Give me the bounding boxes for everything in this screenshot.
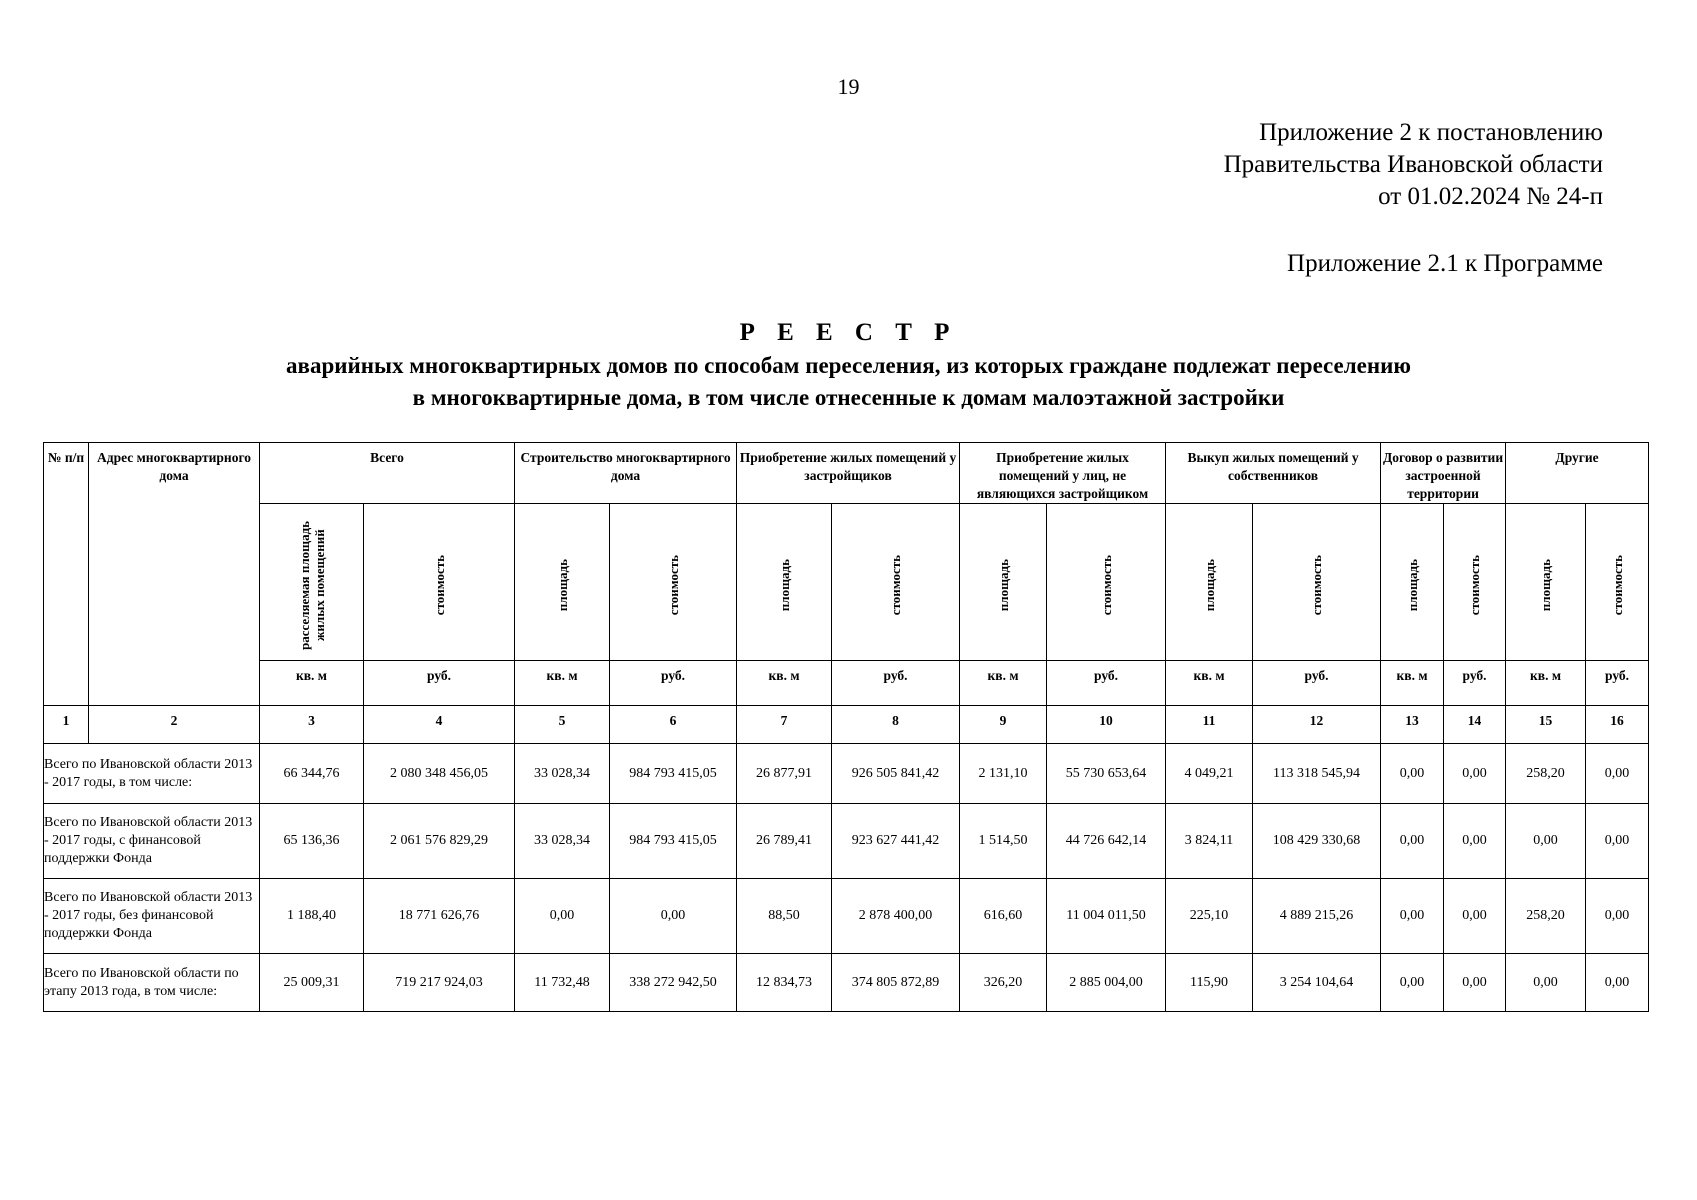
header-sub-label: стоимость <box>888 554 904 616</box>
column-number: 16 <box>1586 706 1649 744</box>
column-number: 13 <box>1381 706 1444 744</box>
document-subtitle-line: аварийных многоквартирных домов по способам переселения, из которых граждане подлежат переселению <box>286 353 1411 378</box>
header-unit: руб. <box>832 661 960 706</box>
row-label: Всего по Ивановской области 2013 - 2017 годы, в том числе: <box>44 744 260 804</box>
appendix-line: Правительства Ивановской области <box>1223 151 1603 178</box>
header-group-development-agreement: Договор о развитии застроенной территории <box>1381 443 1506 504</box>
header-sub-label: площадь <box>554 558 570 612</box>
table-cell: 0,00 <box>610 879 737 954</box>
table-cell: 0,00 <box>1586 804 1649 879</box>
header-sub <box>1381 504 1444 661</box>
appendix-reference <box>1224 117 1603 213</box>
header-sub-label: стоимость <box>665 554 681 616</box>
header-unit: кв. м <box>515 661 610 706</box>
table-cell: 0,00 <box>1444 954 1506 1012</box>
table-cell: 0,00 <box>1586 879 1649 954</box>
table-cell: 0,00 <box>1586 744 1649 804</box>
table-row <box>44 954 1649 1012</box>
header-group-purchase-developers: Приобретение жилых помещений у застройщиков <box>737 443 960 504</box>
document-subtitle-line: в многоквартирные дома, в том числе отнесенные к домам малоэтажной застройки <box>412 385 1285 410</box>
column-number: 7 <box>737 706 832 744</box>
column-number: 15 <box>1506 706 1586 744</box>
table-cell: 65 136,36 <box>260 804 364 879</box>
column-number: 14 <box>1444 706 1506 744</box>
header-unit: кв. м <box>1381 661 1444 706</box>
table-cell: 26 789,41 <box>737 804 832 879</box>
table-cell: 326,20 <box>960 954 1047 1012</box>
header-sub <box>1253 504 1381 661</box>
table-cell: 258,20 <box>1506 879 1586 954</box>
header-group-construction: Строительство многоквартирного дома <box>515 443 737 504</box>
row-label: Всего по Ивановской области 2013 - 2017 годы, с финансовой поддержки Фонда <box>44 804 260 879</box>
table-cell: 3 824,11 <box>1166 804 1253 879</box>
table-cell: 115,90 <box>1166 954 1253 1012</box>
header-unit: руб. <box>1586 661 1649 706</box>
header-unit: кв. м <box>960 661 1047 706</box>
header-sub <box>1444 504 1506 661</box>
table-cell: 0,00 <box>1506 954 1586 1012</box>
header-sub-label: стоимость <box>431 554 447 616</box>
header-unit: руб. <box>1444 661 1506 706</box>
column-number: 5 <box>515 706 610 744</box>
header-sub <box>364 504 515 661</box>
table-cell: 3 254 104,64 <box>1253 954 1381 1012</box>
table-cell: 66 344,76 <box>260 744 364 804</box>
table-cell: 0,00 <box>515 879 610 954</box>
page-number: 19 <box>837 74 860 99</box>
header-sub <box>610 504 737 661</box>
table-cell: 44 726 642,14 <box>1047 804 1166 879</box>
header-unit: кв. м <box>260 661 364 706</box>
table-cell: 338 272 942,50 <box>610 954 737 1012</box>
table-cell: 1 188,40 <box>260 879 364 954</box>
header-unit: руб. <box>610 661 737 706</box>
registry-table <box>43 442 1649 1012</box>
header-sub-label: площадь <box>1538 558 1554 612</box>
header-unit: кв. м <box>1166 661 1253 706</box>
header-sub <box>1047 504 1166 661</box>
header-row-units <box>44 661 1649 706</box>
header-sub-label: расселяемая площадь жилых помещений <box>296 520 327 650</box>
table-cell: 113 318 545,94 <box>1253 744 1381 804</box>
table-cell: 0,00 <box>1381 954 1444 1012</box>
header-sub <box>1506 504 1586 661</box>
table-cell: 374 805 872,89 <box>832 954 960 1012</box>
header-row-column-numbers <box>44 706 1649 744</box>
header-group-total: Всего <box>260 443 515 504</box>
column-number: 4 <box>364 706 515 744</box>
header-sub-label: площадь <box>776 558 792 612</box>
table-cell: 0,00 <box>1381 744 1444 804</box>
table-cell: 0,00 <box>1381 879 1444 954</box>
row-label: Всего по Ивановской области 2013 - 2017 годы, без финансовой поддержки Фонда <box>44 879 260 954</box>
table-row <box>44 879 1649 954</box>
table-cell: 0,00 <box>1444 879 1506 954</box>
table-cell: 923 627 441,42 <box>832 804 960 879</box>
table-cell: 719 217 924,03 <box>364 954 515 1012</box>
table-cell: 0,00 <box>1444 804 1506 879</box>
table-cell: 12 834,73 <box>737 954 832 1012</box>
table-cell: 88,50 <box>737 879 832 954</box>
table-cell: 616,60 <box>960 879 1047 954</box>
table-cell: 0,00 <box>1381 804 1444 879</box>
header-sub <box>832 504 960 661</box>
header-address: Адрес многоквартирного дома <box>89 443 260 706</box>
header-sub-label: площадь <box>1201 558 1217 612</box>
header-group-other: Другие <box>1506 443 1649 504</box>
table-cell: 258,20 <box>1506 744 1586 804</box>
column-number: 8 <box>832 706 960 744</box>
column-number: 3 <box>260 706 364 744</box>
header-unit: руб. <box>364 661 515 706</box>
table-cell: 4 049,21 <box>1166 744 1253 804</box>
table-cell: 0,00 <box>1586 954 1649 1012</box>
table-cell: 2 061 576 829,29 <box>364 804 515 879</box>
header-group-buyout: Выкуп жилых помещений у собственников <box>1166 443 1381 504</box>
header-unit: руб. <box>1253 661 1381 706</box>
document-title-block <box>0 316 1697 414</box>
table-cell: 0,00 <box>1506 804 1586 879</box>
appendix-line: от 01.02.2024 № 24-п <box>1378 183 1603 210</box>
table-cell: 25 009,31 <box>260 954 364 1012</box>
header-sub-label: площадь <box>995 558 1011 612</box>
header-sub <box>737 504 832 661</box>
header-sub-label: площадь <box>1404 558 1420 612</box>
header-sub <box>960 504 1047 661</box>
header-unit: руб. <box>1047 661 1166 706</box>
column-number: 1 <box>44 706 89 744</box>
header-sub-label: стоимость <box>1309 554 1325 616</box>
column-number: 11 <box>1166 706 1253 744</box>
header-sub-label: стоимость <box>1609 554 1625 616</box>
header-unit: кв. м <box>1506 661 1586 706</box>
table-cell: 108 429 330,68 <box>1253 804 1381 879</box>
table-cell: 55 730 653,64 <box>1047 744 1166 804</box>
table-cell: 11 004 011,50 <box>1047 879 1166 954</box>
header-sub-label: стоимость <box>1098 554 1114 616</box>
table-cell: 225,10 <box>1166 879 1253 954</box>
table-cell: 2 878 400,00 <box>832 879 960 954</box>
table-row <box>44 744 1649 804</box>
header-row-groups <box>44 443 1649 504</box>
header-sub <box>260 504 364 661</box>
header-group-purchase-non-developers: Приобретение жилых помещений у лиц, не являющихся застройщиком <box>960 443 1166 504</box>
table-cell: 33 028,34 <box>515 744 610 804</box>
table-cell: 1 514,50 <box>960 804 1047 879</box>
column-number: 2 <box>89 706 260 744</box>
row-label: Всего по Ивановской области по этапу 2013 года, в том числе: <box>44 954 260 1012</box>
table-cell: 2 131,10 <box>960 744 1047 804</box>
column-number: 9 <box>960 706 1047 744</box>
header-unit: кв. м <box>737 661 832 706</box>
column-number: 10 <box>1047 706 1166 744</box>
header-row-subcolumns <box>44 504 1649 661</box>
header-sub-label: стоимость <box>1467 554 1483 616</box>
header-sub <box>1586 504 1649 661</box>
table-cell: 2 885 004,00 <box>1047 954 1166 1012</box>
appendix-line: Приложение 2 к постановлению <box>1259 119 1603 146</box>
header-num: № п/п <box>44 443 89 706</box>
table-cell: 11 732,48 <box>515 954 610 1012</box>
document-title: Р Е Е С Т Р <box>739 319 958 346</box>
header-sub <box>515 504 610 661</box>
column-number: 6 <box>610 706 737 744</box>
program-appendix: Приложение 2.1 к Программе <box>1287 250 1603 277</box>
table-cell: 984 793 415,05 <box>610 744 737 804</box>
column-number: 12 <box>1253 706 1381 744</box>
table-cell: 0,00 <box>1444 744 1506 804</box>
table-cell: 33 028,34 <box>515 804 610 879</box>
table-cell: 4 889 215,26 <box>1253 879 1381 954</box>
table-row <box>44 804 1649 879</box>
table-cell: 18 771 626,76 <box>364 879 515 954</box>
table-cell: 2 080 348 456,05 <box>364 744 515 804</box>
table-cell: 926 505 841,42 <box>832 744 960 804</box>
table-cell: 984 793 415,05 <box>610 804 737 879</box>
table-cell: 26 877,91 <box>737 744 832 804</box>
header-sub <box>1166 504 1253 661</box>
